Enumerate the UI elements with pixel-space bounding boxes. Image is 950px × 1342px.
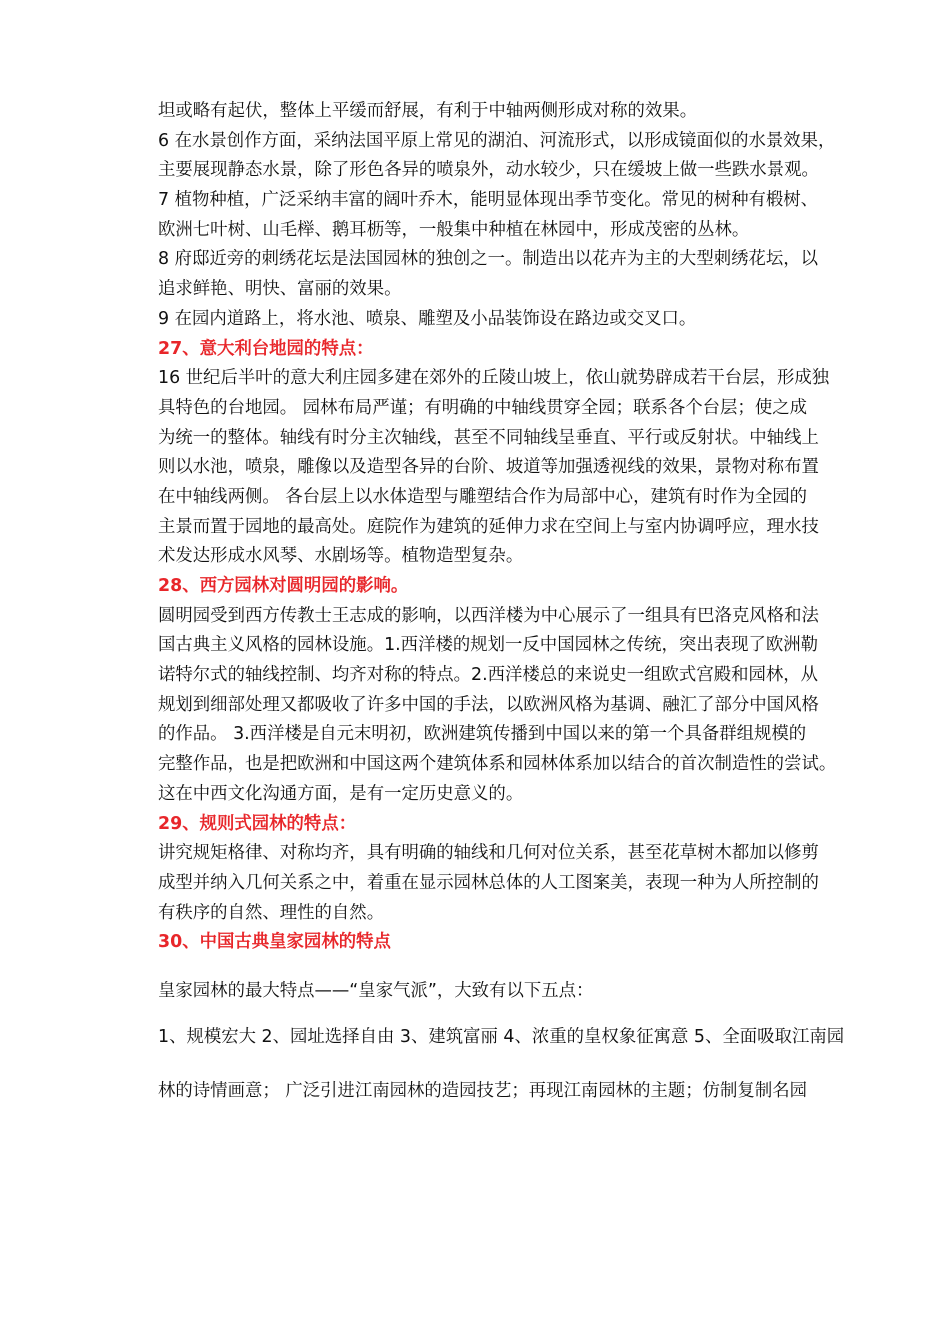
text-line: 8 府邸近旁的刺绣花坛是法国园林的独创之一。制造出以花卉为主的大型刺绣花坛，以 [158,249,819,270]
text-line: 圆明园受到西方传教士王志成的影响，以西洋楼为中心展示了一组具有巴洛克风格和法 [158,605,819,626]
text-line: 16 世纪后半叶的意大利庄园多建在郊外的丘陵山坡上，依山就势辟成若干台层，形成独 [158,368,830,389]
text-line: 7 植物种植，广泛采纳丰富的阔叶乔木，能明显体现出季节变化。常见的树种有椴树、 [158,190,819,211]
text-line: 这在中西文化沟通方面，是有一定历史意义的。 [158,783,524,804]
text-line: 坦或略有起伏，整体上平缓而舒展，有利于中轴两侧形成对称的效果。 [158,101,698,121]
text-line: 有秩序的自然、理性的自然。 [158,902,385,923]
text-line: 完整作品，也是把欧洲和中国这两个建筑体系和园林体系加以结合的首次制造性的尝试。 [158,754,837,775]
section-heading-28: 28、西方园林对圆明园的影响。 [158,576,409,596]
document-page [158,97,910,1112]
section-heading-29: 29、规则式园林的特点： [158,813,357,834]
text-line: 讲究规矩格律、对称均齐，具有明确的轴线和几何对位关系，甚至花草树木都加以修剪 [158,843,819,864]
text-line: 6 在水景创作方面，采纳法国平原上常见的湖泊、河流形式，以形成镜面似的水景效果， [158,130,836,151]
section-heading-27: 27、意大利台地园的特点： [158,338,374,359]
text-line: 9 在园内道路上，将水池、喷泉、雕塑及小品装饰设在路边或交叉口。 [158,308,697,329]
text-line: 诺特尔式的轴线控制、均齐对称的特点。2.西洋楼总的来说史一组欧式宫殿和园林，从 [158,665,819,686]
section-heading-30: 30、中国古典皇家园林的特点 [158,932,391,953]
text-line: 具特色的台地园。 园林布局严谨；有明确的中轴线贯穿全园；联系各个台层；使之成 [158,397,807,418]
text-line: 成型并纳入几何关系之中，着重在显示园林总体的人工图案美，表现一种为人所控制的 [158,872,819,893]
text-line: 的作品。 3.西洋楼是自元末明初，欧洲建筑传播到中国以来的第一个具备群组规模的 [158,724,807,745]
text-line: 林的诗情画意； 广泛引进江南园林的造园技艺；再现江南园林的主题；仿制复制名园 [158,1080,807,1101]
text-line: 国古典主义风格的园林设施。1.西洋楼的规划一反中国园林之传统，突出表现了欧洲勒 [158,635,819,656]
text-line: 术发达形成水风琴、水剧场等。植物造型复杂。 [158,546,524,567]
text-line: 规划到细部处理又都吸收了许多中国的手法，以欧洲风格为基调、融汇了部分中国风格 [158,694,819,715]
text-line: 追求鲜艳、明快、富丽的效果。 [158,279,402,300]
text-line: 则以水池，喷泉，雕像以及造型各异的台阶、坡道等加强透视线的效果，景物对称布置 [158,457,819,478]
text-line: 皇家园林的最大特点——“皇家气派”，大致有以下五点： [158,980,594,1001]
text-line: 在中轴线两侧。 各台层上以水体造型与雕塑结合作为局部中心，建筑有时作为全园的 [158,486,807,507]
text-line: 主要展现静态水景，除了形色各异的喷泉外，动水较少，只在缓坡上做一些跌水景观。 [158,160,819,181]
text-line: 欧洲七叶树、山毛榉、鹅耳枥等，一般集中种植在林园中，形成茂密的丛林。 [158,219,750,240]
text-line: 1、规模宏大 2、园址选择自由 3、建筑富丽 4、浓重的皇权象征寓意 5、全面吸取江南园 [158,1026,845,1047]
text-line: 主景而置于园地的最高处。庭院作为建筑的延伸力求在空间上与室内协调呼应，理水技 [158,516,819,537]
text-line: 为统一的整体。轴线有时分主次轴线，甚至不同轴线呈垂直、平行或反射状。中轴线上 [158,427,819,448]
